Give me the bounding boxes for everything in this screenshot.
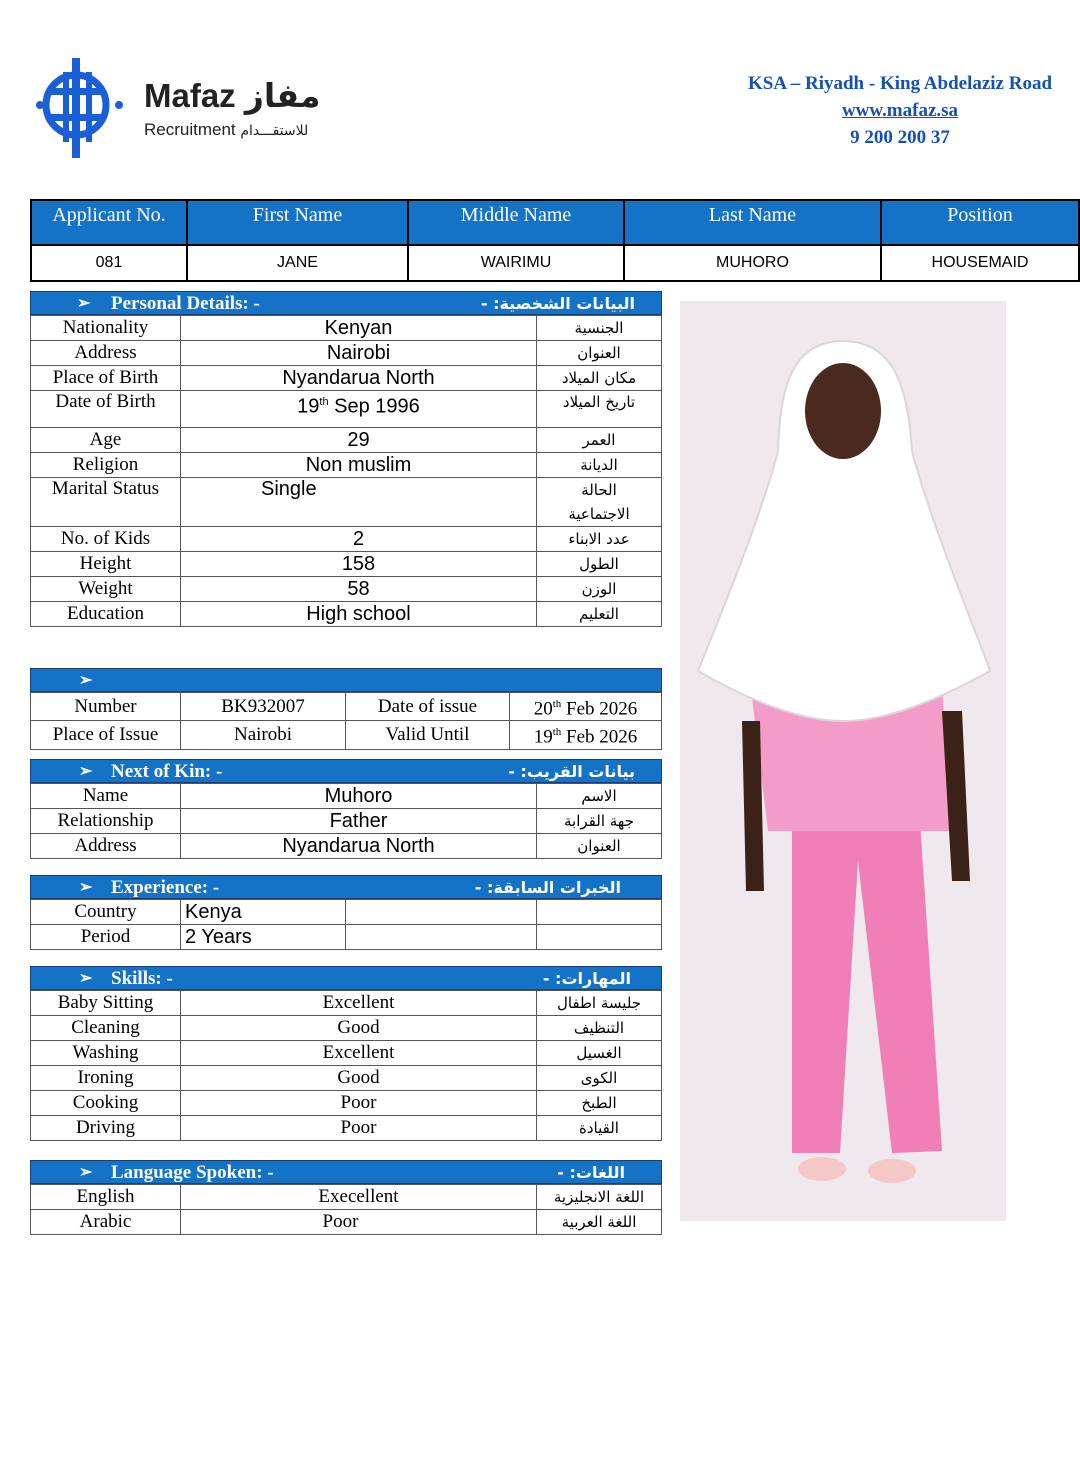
- personal-title-en: Personal Details: -: [111, 293, 260, 314]
- row-label-ar: مكان الميلاد: [537, 366, 662, 391]
- empty-cell: [346, 900, 537, 925]
- languages-title-ar: اللغات: -: [557, 1163, 625, 1182]
- passport-row: [31, 721, 662, 749]
- row-label: Country: [31, 900, 181, 925]
- row-value: Nyandarua North: [181, 366, 537, 391]
- applicant-table: [30, 199, 1080, 282]
- passport-header: [30, 668, 662, 692]
- arrow-icon: ➢: [79, 763, 93, 780]
- arrow-icon: ➢: [79, 879, 93, 896]
- row-label: Address: [31, 341, 181, 366]
- header-applicant-no: Applicant No.: [31, 200, 187, 245]
- experience-section: [30, 875, 662, 950]
- row-label: Marital Status: [31, 478, 181, 527]
- row-label-ar: الاسم: [537, 784, 662, 809]
- row-label-ar: جليسة اطفال: [537, 991, 662, 1016]
- arrow-icon: ➢: [77, 295, 91, 312]
- row-label-ar: العمر: [537, 428, 662, 453]
- row-label-ar: تاريخ الميلاد: [537, 391, 662, 428]
- issue-date: 20th Feb 2026: [510, 693, 662, 721]
- skill-row: [31, 1016, 662, 1041]
- languages-table: [30, 1184, 662, 1235]
- skill-row: [31, 1116, 662, 1141]
- personal-row: [31, 366, 662, 391]
- row-label: Nationality: [31, 316, 181, 341]
- personal-details-header: [30, 291, 662, 315]
- personal-row: [31, 602, 662, 627]
- row-value: Poor: [181, 1116, 537, 1141]
- personal-row: [31, 391, 662, 428]
- row-label: Height: [31, 552, 181, 577]
- skills-header: [30, 966, 662, 990]
- personal-details-table: [30, 315, 662, 627]
- row-label-ar: جهة القرابة: [537, 809, 662, 834]
- row-label-ar: الطبخ: [537, 1091, 662, 1116]
- arrow-icon: ➢: [79, 1164, 93, 1181]
- next-of-kin-section: [30, 759, 662, 859]
- row-value: Kenya: [181, 900, 346, 925]
- experience-row: [31, 925, 662, 950]
- row-label: Name: [31, 784, 181, 809]
- row-label: Arabic: [31, 1210, 181, 1235]
- row-value: 19th Sep 1996: [181, 391, 537, 428]
- skill-row: [31, 1091, 662, 1116]
- row-value: Father: [181, 809, 537, 834]
- row-label-ar: الوزن: [537, 577, 662, 602]
- next-of-kin-table: [30, 783, 662, 859]
- skill-row: [31, 1066, 662, 1091]
- row-value: Poor: [181, 1091, 537, 1116]
- header-last-name: Last Name: [624, 200, 881, 245]
- contact-info: [720, 70, 1080, 151]
- arrow-icon: ➢: [79, 672, 93, 689]
- language-row: [31, 1210, 662, 1235]
- person-photo-icon: [680, 301, 1006, 1221]
- personal-row: [31, 577, 662, 602]
- kin-row: [31, 834, 662, 859]
- applicant-value-row: [31, 245, 1079, 281]
- row-label: Baby Sitting: [31, 991, 181, 1016]
- logo-brand-ar: مفاز: [244, 76, 321, 115]
- value-applicant-no: 081: [31, 245, 187, 281]
- website-link[interactable]: www.mafaz.sa: [841, 100, 959, 121]
- kin-row: [31, 784, 662, 809]
- row-value: 158: [181, 552, 537, 577]
- personal-row: [31, 478, 662, 527]
- passport-number-label: Number: [31, 693, 181, 721]
- skill-row: [31, 1041, 662, 1066]
- passport-row: [31, 693, 662, 721]
- skill-row: [31, 991, 662, 1016]
- personal-row: [31, 552, 662, 577]
- row-label-ar: الطول: [537, 552, 662, 577]
- next-of-kin-header: [30, 759, 662, 783]
- empty-cell: [537, 900, 662, 925]
- row-label-ar: اللغة العربية: [537, 1210, 662, 1235]
- row-label: English: [31, 1185, 181, 1210]
- row-label: Place of Birth: [31, 366, 181, 391]
- row-value: Excellent: [181, 991, 537, 1016]
- languages-header: [30, 1160, 662, 1184]
- row-value: Execellent: [181, 1185, 537, 1210]
- experience-title-en: Experience: -: [111, 877, 220, 898]
- row-label-ar: الحالة الاجتماعية: [537, 478, 662, 527]
- row-label-ar: عدد الابناء: [537, 527, 662, 552]
- applicant-header-row: [31, 200, 1079, 245]
- row-label: Address: [31, 834, 181, 859]
- experience-header: [30, 875, 662, 899]
- row-label-ar: الجنسية: [537, 316, 662, 341]
- logo-brand-en: Mafaz: [144, 77, 236, 114]
- row-value: Poor: [181, 1210, 537, 1235]
- row-label: Weight: [31, 577, 181, 602]
- personal-row: [31, 428, 662, 453]
- header-position: Position: [881, 200, 1079, 245]
- row-label: Ironing: [31, 1066, 181, 1091]
- row-label-ar: الكوى: [537, 1066, 662, 1091]
- contact-address: KSA – Riyadh - King Abdelaziz Road: [747, 73, 1053, 94]
- passport-section: [30, 668, 662, 750]
- row-value: High school: [181, 602, 537, 627]
- kin-title-ar: بيانات القريب: -: [508, 762, 635, 781]
- row-value: Nairobi: [181, 341, 537, 366]
- language-row: [31, 1185, 662, 1210]
- personal-title-ar: البيانات الشخصية: -: [480, 294, 635, 313]
- experience-title-ar: الخبرات السابقة: -: [474, 878, 621, 897]
- valid-until: 19th Feb 2026: [510, 721, 662, 749]
- kin-title-en: Next of Kin: -: [111, 761, 223, 782]
- row-value: Single: [181, 478, 537, 527]
- issue-date-label: Date of issue: [346, 693, 510, 721]
- company-logo: [36, 58, 336, 158]
- logo-sub-ar: للاستقـــدام: [240, 123, 309, 139]
- passport-number: BK932007: [181, 693, 346, 721]
- skills-title-ar: المهارات: -: [542, 969, 631, 988]
- row-label-ar: العنوان: [537, 834, 662, 859]
- languages-section: [30, 1160, 662, 1235]
- value-last-name: MUHORO: [624, 245, 881, 281]
- row-label: Date of Birth: [31, 391, 181, 428]
- row-label: Relationship: [31, 809, 181, 834]
- applicant-photo: [680, 301, 1006, 1221]
- row-label-ar: اللغة الانجليزية: [537, 1185, 662, 1210]
- skills-table: [30, 990, 662, 1141]
- row-label: Washing: [31, 1041, 181, 1066]
- row-label: No. of Kids: [31, 527, 181, 552]
- place-of-issue: Nairobi: [181, 721, 346, 749]
- header-first-name: First Name: [187, 200, 408, 245]
- row-label-ar: الديانة: [537, 453, 662, 478]
- row-label: Cooking: [31, 1091, 181, 1116]
- skills-section: [30, 966, 662, 1141]
- row-value: 58: [181, 577, 537, 602]
- row-value: Nyandarua North: [181, 834, 537, 859]
- place-of-issue-label: Place of Issue: [31, 721, 181, 749]
- kin-row: [31, 809, 662, 834]
- row-label-ar: العنوان: [537, 341, 662, 366]
- contact-phone: 9 200 200 37: [850, 127, 950, 148]
- empty-cell: [537, 925, 662, 950]
- personal-row: [31, 341, 662, 366]
- row-value: Excellent: [181, 1041, 537, 1066]
- logo-sub-en: Recruitment: [144, 120, 236, 139]
- header-middle-name: Middle Name: [408, 200, 624, 245]
- row-label: Education: [31, 602, 181, 627]
- row-value: Muhoro: [181, 784, 537, 809]
- valid-until-label: Valid Until: [346, 721, 510, 749]
- row-value: Good: [181, 1066, 537, 1091]
- personal-details-section: [30, 291, 662, 627]
- passport-table: [30, 692, 662, 750]
- personal-row: [31, 453, 662, 478]
- arrow-icon: ➢: [79, 970, 93, 987]
- personal-row: [31, 527, 662, 552]
- row-label: Religion: [31, 453, 181, 478]
- row-value: Non muslim: [181, 453, 537, 478]
- row-label: Driving: [31, 1116, 181, 1141]
- skills-title-en: Skills: -: [111, 968, 173, 989]
- personal-row: [31, 316, 662, 341]
- row-label-ar: الغسيل: [537, 1041, 662, 1066]
- row-value: 2 Years: [181, 925, 346, 950]
- row-label: Age: [31, 428, 181, 453]
- row-value: Good: [181, 1016, 537, 1041]
- row-value: Kenyan: [181, 316, 537, 341]
- row-label: Period: [31, 925, 181, 950]
- value-first-name: JANE: [187, 245, 408, 281]
- row-label: Cleaning: [31, 1016, 181, 1041]
- experience-table: [30, 899, 662, 950]
- languages-title-en: Language Spoken: -: [111, 1162, 274, 1183]
- row-value: 2: [181, 527, 537, 552]
- row-label-ar: القيادة: [537, 1116, 662, 1141]
- row-label-ar: التنظيف: [537, 1016, 662, 1041]
- row-value: 29: [181, 428, 537, 453]
- experience-row: [31, 900, 662, 925]
- value-position: HOUSEMAID: [881, 245, 1079, 281]
- empty-cell: [346, 925, 537, 950]
- value-middle-name: WAIRIMU: [408, 245, 624, 281]
- row-label-ar: التعليم: [537, 602, 662, 627]
